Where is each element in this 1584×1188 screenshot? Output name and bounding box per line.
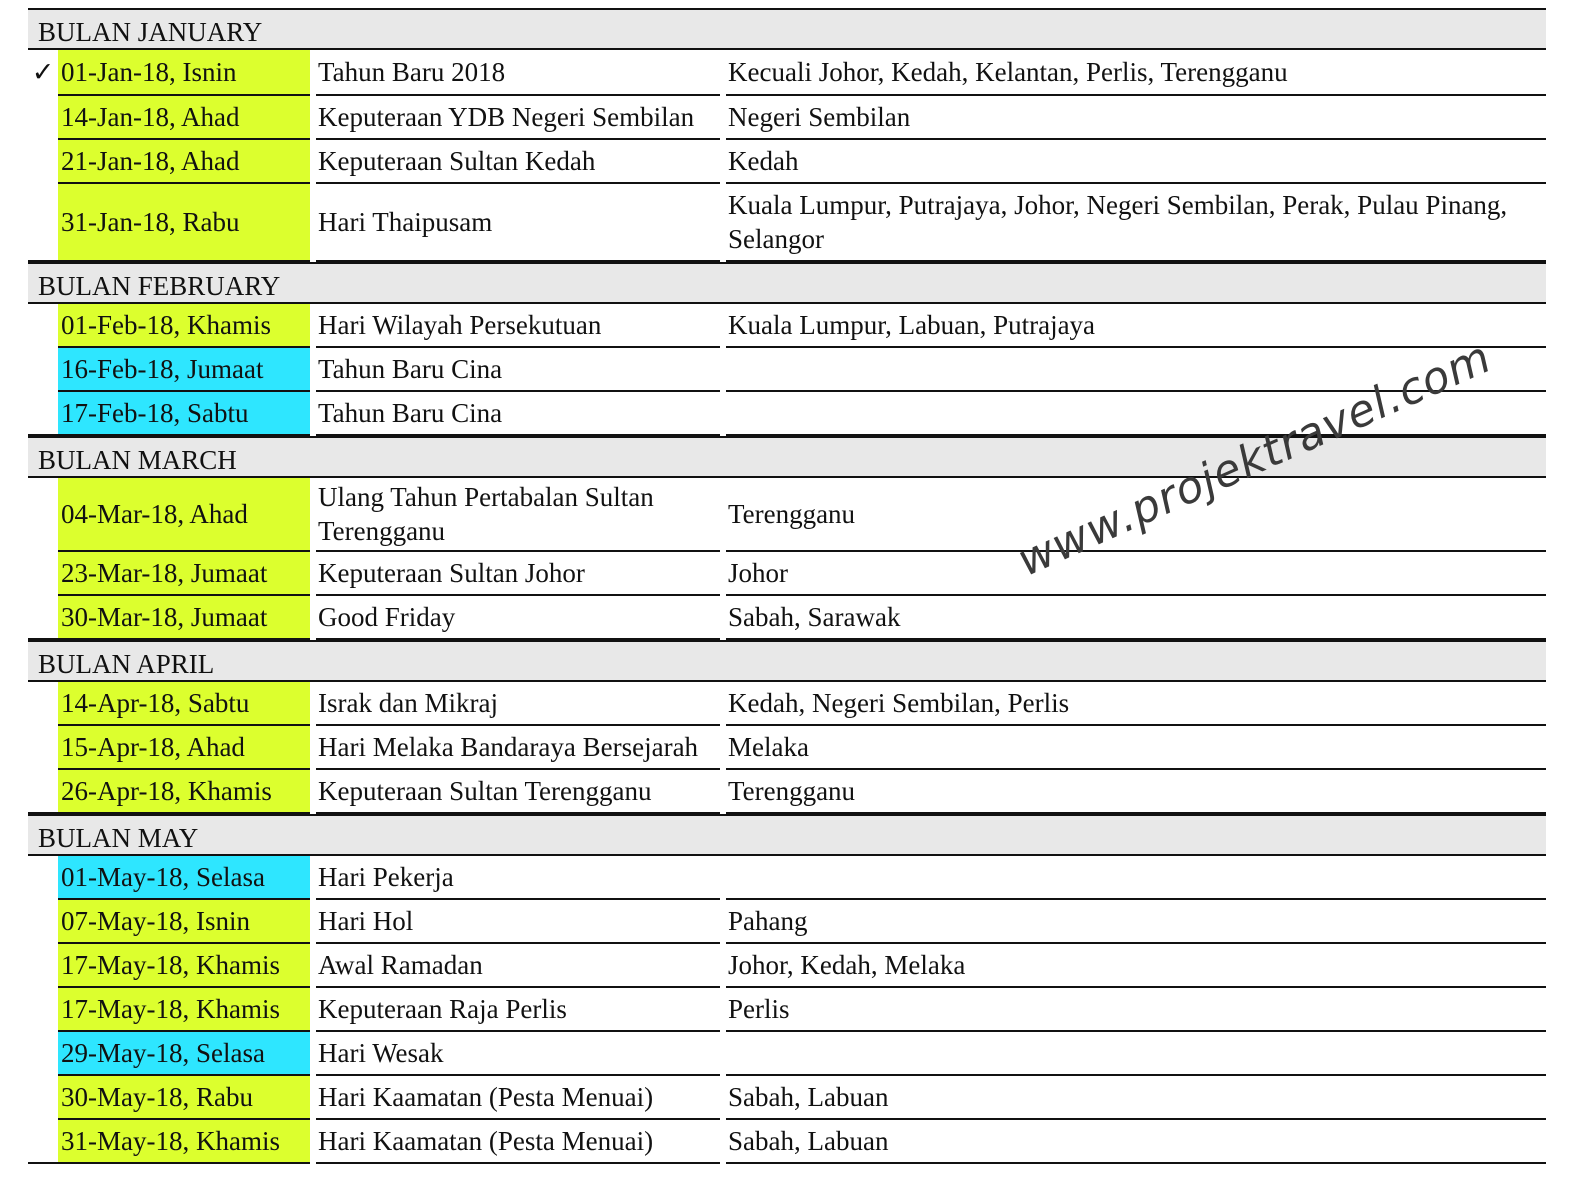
holiday-date: 17-May-18, Khamis [58,944,310,988]
holiday-date: 17-May-18, Khamis [58,988,310,1032]
holiday-row [28,770,1546,814]
holiday-name: Keputeraan Sultan Terengganu [316,770,720,814]
month-section [28,8,1546,262]
holiday-name: Tahun Baru 2018 [316,50,720,96]
holiday-row [28,944,1546,988]
month-section [28,640,1546,814]
holiday-states: Johor, Kedah, Melaka [726,944,1546,988]
row-marker [28,900,58,944]
holiday-states [726,1032,1546,1076]
holiday-name: Hari Melaka Bandaraya Bersejarah [316,726,720,770]
check-icon: ✓ [31,56,55,88]
holiday-row [28,726,1546,770]
holiday-row [28,348,1546,392]
holiday-states: Johor [726,552,1546,596]
holiday-states: Melaka [726,726,1546,770]
holiday-date: 15-Apr-18, Ahad [58,726,310,770]
holiday-name: Hari Pekerja [316,856,720,900]
holiday-name: Hari Hol [316,900,720,944]
holiday-row [28,96,1546,140]
holiday-date: 16-Feb-18, Jumaat [58,348,310,392]
month-heading: BULAN MARCH [28,436,1546,478]
holiday-row [28,184,1546,262]
row-marker [28,552,58,596]
holiday-states: Terengganu [726,478,1546,552]
row-marker [28,944,58,988]
holiday-date: 01-May-18, Selasa [58,856,310,900]
holiday-row [28,682,1546,726]
row-marker [28,988,58,1032]
row-marker [28,392,58,436]
row-marker [28,478,58,552]
holiday-states: Kuala Lumpur, Labuan, Putrajaya [726,304,1546,348]
holiday-states: Sabah, Labuan [726,1076,1546,1120]
holiday-row [28,988,1546,1032]
holiday-row [28,856,1546,900]
holiday-name: Keputeraan YDB Negeri Sembilan [316,96,720,140]
holiday-states [726,856,1546,900]
holiday-date: 31-May-18, Khamis [58,1120,310,1164]
row-marker [28,140,58,184]
row-marker [28,1076,58,1120]
month-heading: BULAN FEBRUARY [28,262,1546,304]
month-heading: BULAN JANUARY [28,8,1546,50]
row-marker [28,726,58,770]
month-heading: BULAN MAY [28,814,1546,856]
holiday-states: Sabah, Sarawak [726,596,1546,640]
holiday-date: 29-May-18, Selasa [58,1032,310,1076]
watermark: www.projektravel.com [1010,331,1499,587]
holiday-date: 01-Feb-18, Khamis [58,304,310,348]
holiday-row [28,900,1546,944]
holiday-row [28,304,1546,348]
holiday-date: 07-May-18, Isnin [58,900,310,944]
holiday-row [28,1032,1546,1076]
row-marker [28,304,58,348]
month-section [28,814,1546,1164]
holiday-name: Awal Ramadan [316,944,720,988]
holiday-name: Good Friday [316,596,720,640]
row-marker [28,596,58,640]
row-marker [28,1120,58,1164]
holiday-row [28,596,1546,640]
row-marker [28,682,58,726]
holiday-states: Kedah, Negeri Sembilan, Perlis [726,682,1546,726]
row-marker [28,348,58,392]
holiday-row [28,1120,1546,1164]
holiday-name: Ulang Tahun Pertabalan Sultan Terengganu [316,478,720,552]
holiday-states: Kecuali Johor, Kedah, Kelantan, Perlis, Terengganu [726,50,1546,96]
holiday-name: Israk dan Mikraj [316,682,720,726]
holiday-date: 14-Apr-18, Sabtu [58,682,310,726]
holiday-row [28,140,1546,184]
holiday-states: Kedah [726,140,1546,184]
holiday-name: Keputeraan Sultan Kedah [316,140,720,184]
holiday-row [28,552,1546,596]
holiday-date: 14-Jan-18, Ahad [58,96,310,140]
holiday-name: Keputeraan Sultan Johor [316,552,720,596]
holiday-name: Keputeraan Raja Perlis [316,988,720,1032]
holiday-name: Hari Wilayah Persekutuan [316,304,720,348]
holiday-states: Kuala Lumpur, Putrajaya, Johor, Negeri Sembilan, Perak, Pulau Pinang, Selangor [726,184,1546,262]
holiday-states: Negeri Sembilan [726,96,1546,140]
holiday-name: Tahun Baru Cina [316,348,720,392]
holiday-date: 30-May-18, Rabu [58,1076,310,1120]
holiday-date: 31-Jan-18, Rabu [58,184,310,262]
month-section [28,436,1546,640]
holiday-name: Tahun Baru Cina [316,392,720,436]
holiday-row [28,1076,1546,1120]
holiday-date: 26-Apr-18, Khamis [58,770,310,814]
holiday-date: 30-Mar-18, Jumaat [58,596,310,640]
holiday-date: 21-Jan-18, Ahad [58,140,310,184]
row-marker [28,770,58,814]
row-marker [28,1032,58,1076]
holiday-date: 01-Jan-18, Isnin [58,50,310,96]
holiday-table [28,8,1546,1164]
row-marker [28,856,58,900]
holiday-states: Terengganu [726,770,1546,814]
holiday-states: Pahang [726,900,1546,944]
holiday-row [28,50,1546,96]
holiday-date: 17-Feb-18, Sabtu [58,392,310,436]
holiday-name: Hari Kaamatan (Pesta Menuai) [316,1076,720,1120]
row-marker [28,184,58,262]
holiday-date: 04-Mar-18, Ahad [58,478,310,552]
holiday-states: Perlis [726,988,1546,1032]
row-marker [28,96,58,140]
holiday-name: Hari Kaamatan (Pesta Menuai) [316,1120,720,1164]
holiday-date: 23-Mar-18, Jumaat [58,552,310,596]
holiday-row [28,478,1546,552]
month-heading: BULAN APRIL [28,640,1546,682]
holiday-states: Sabah, Labuan [726,1120,1546,1164]
holiday-name: Hari Wesak [316,1032,720,1076]
holiday-name: Hari Thaipusam [316,184,720,262]
